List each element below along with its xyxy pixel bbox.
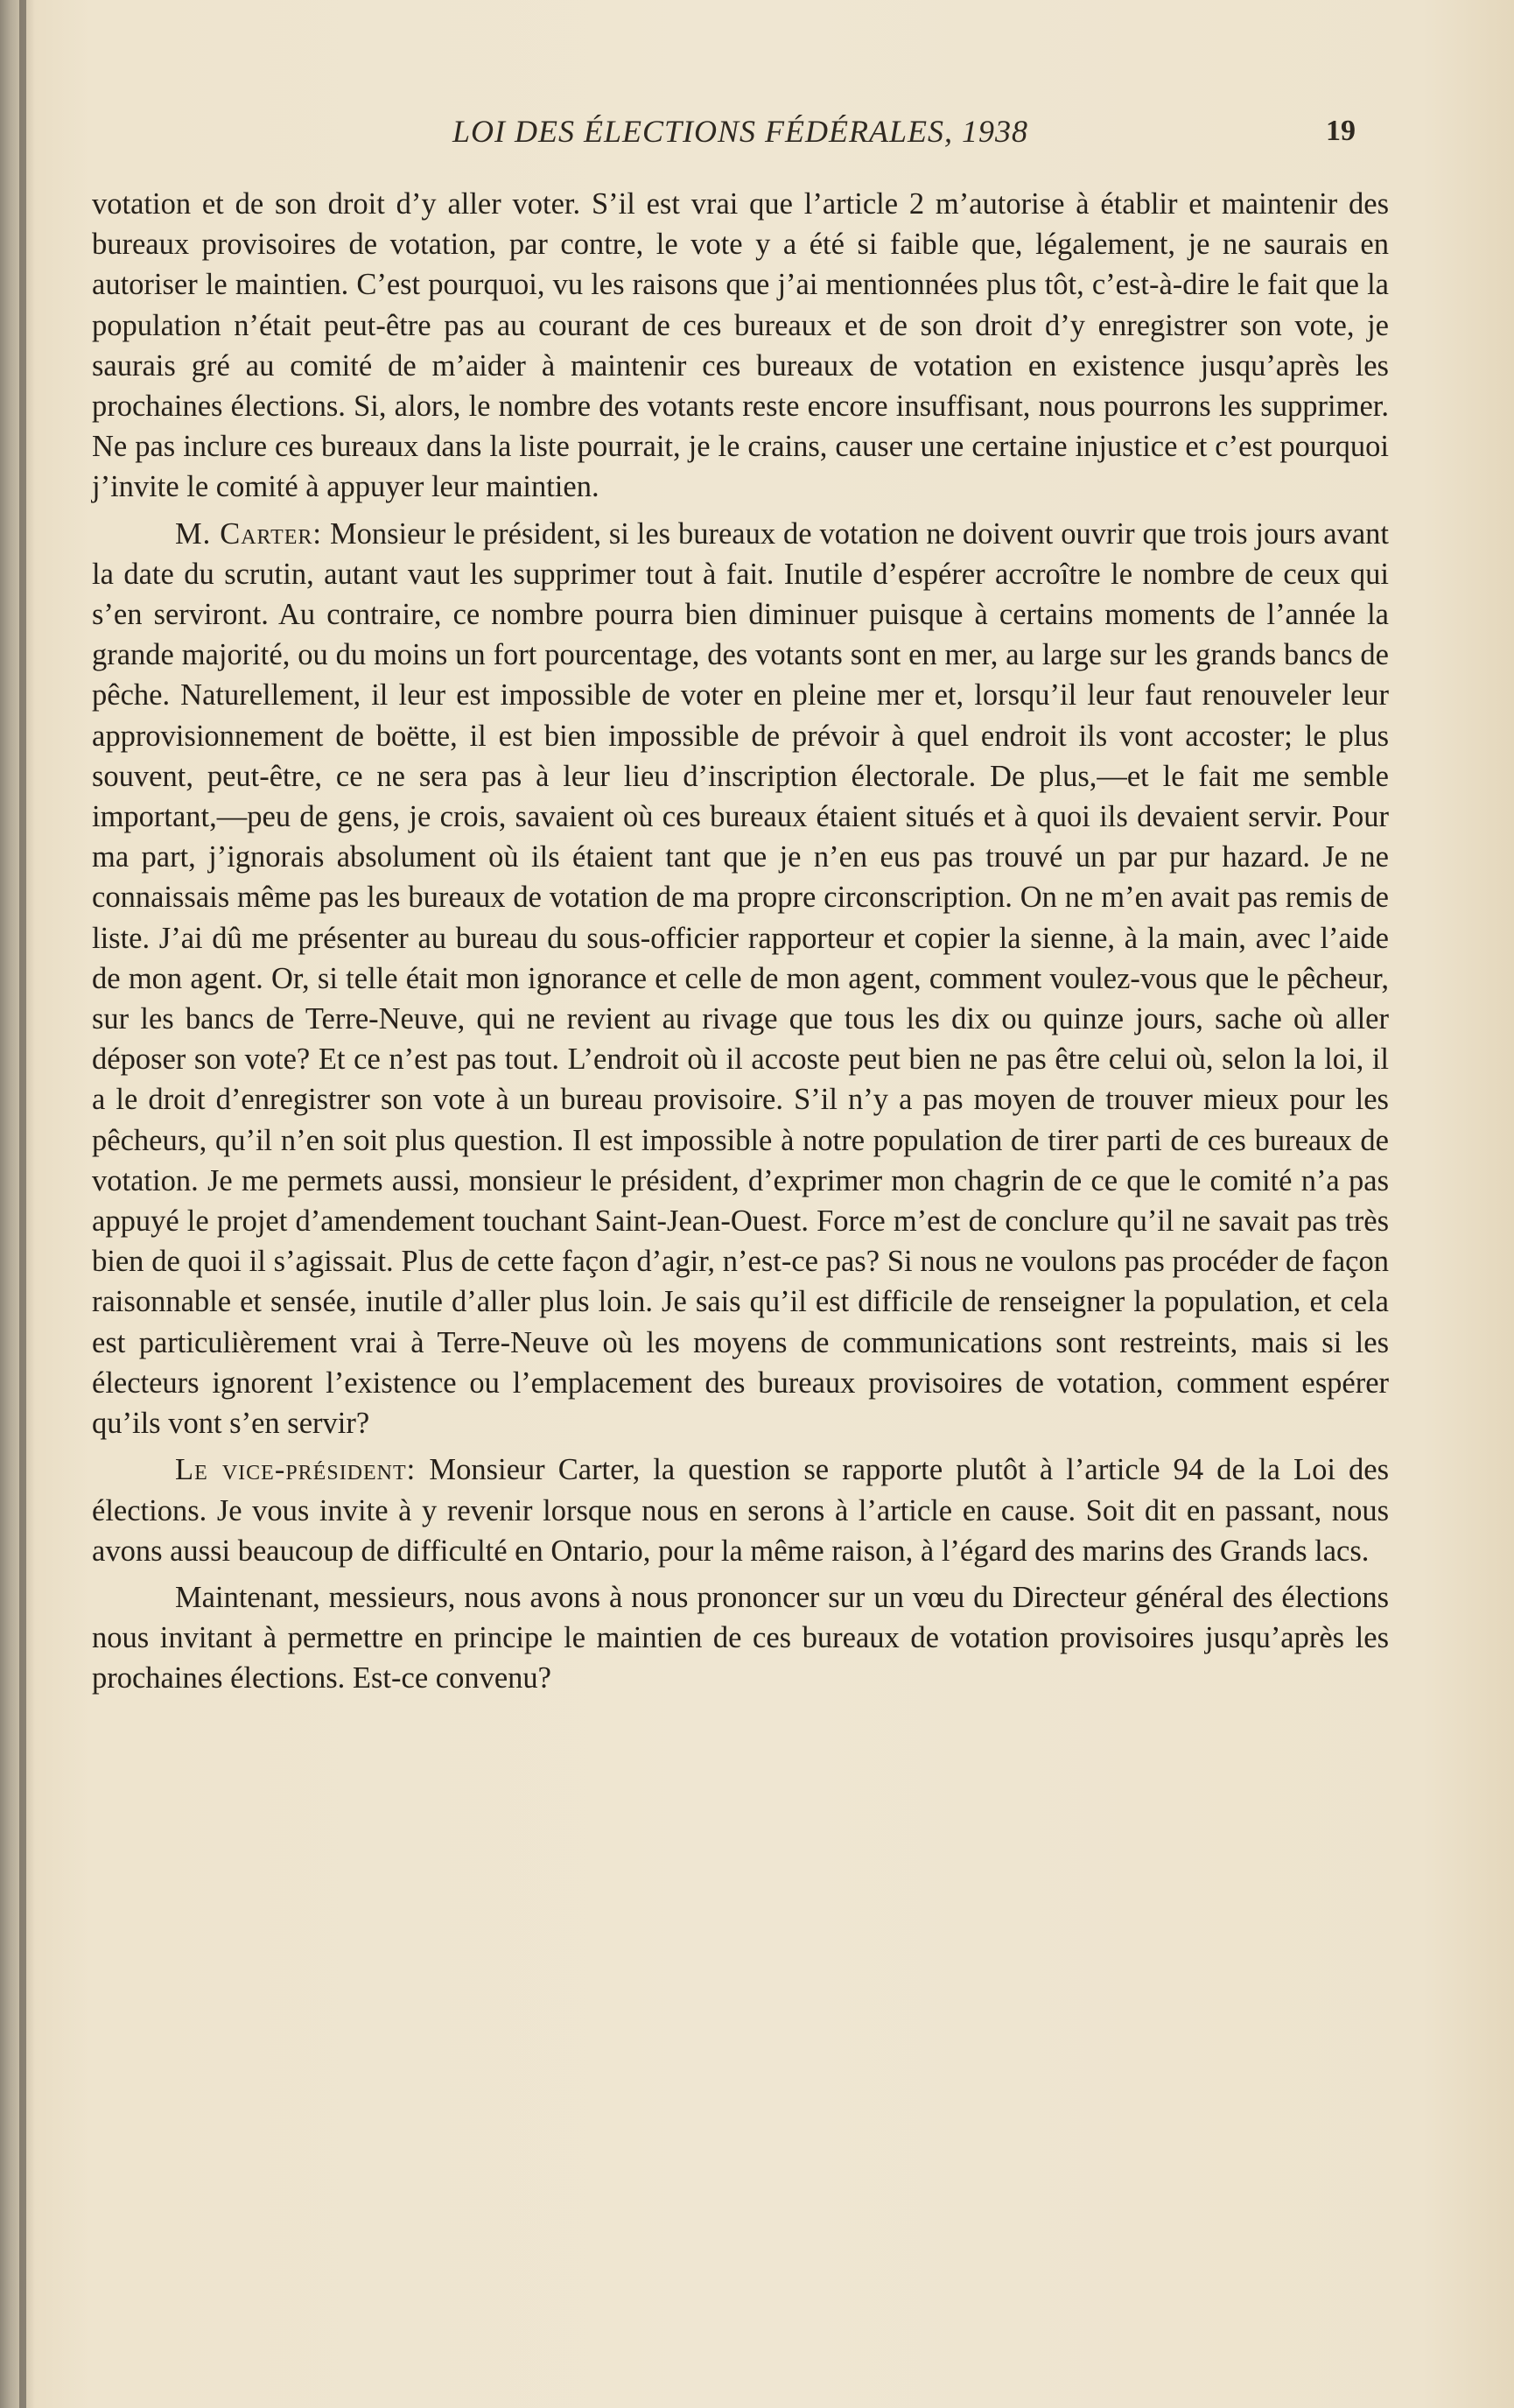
speaker-label: M. Carter:	[175, 516, 323, 551]
paragraph-text: Monsieur le président, si les bureaux de votation ne doivent ouvrir que trois jours avant la date du scrutin, autant vaut les supprimer tout à fait. Inutile d’espérer accroître le nombre de ceux qui s’en serviront. Au contraire, ce nombre pourra bien diminuer puisque à certains moments de l’année la grande majorité, ou du moins un fort pourcentage, des votants sont en mer, au large sur les grands bancs de pêche. Naturellement, il leur est impossible de voter en pleine mer et, lorsqu’il leur faut renouveler leur approvisionnement de boëtte, il est bien impossible de prévoir à quel endroit ils vont accoster; le plus souvent, peut-être, ce ne sera pas à leur lieu d’inscription électorale. De plus,—et le fait me semble important,—peu de gens, je crois, savaient où ces bureaux étaient situés et à quoi ils devaient servir. Pour ma part, j’ignorais absolument où ils étaient tant que je n’en eus pas trouvé un par pur hazard. Je ne connaissais même pas les bureaux de votation de ma propre circonscription. On ne m’en avait pas remis de liste. J’ai dû me présenter au bureau du sous-officier rapporteur et copier la sienne, à la main, avec l’aide de mon agent. Or, si telle était mon ignorance et celle de mon agent, comment voulez-vous que le pêcheur, sur les bancs de Terre-Neuve, qui ne revient au rivage que tous les dix ou quinze jours, sache où aller déposer son vote? Et ce n’est pas tout. L’endroit où il accoste peut bien ne pas être celui où, selon la loi, il a le droit d’enregistrer son vote à un bureau provisoire. S’il n’y a pas moyen de trouver mieux pour les pêcheurs, qu’il n’en soit plus question. Il est impossible à notre population de tirer parti de ces bureaux de votation. Je me permets aussi, monsieur le président, d’exprimer mon chagrin de ce que le comité n’a pas appuyé le projet d’amendement touchant Saint-Jean-Ouest. Force m’est de conclure qu’il ne savait pas très bien de quoi il s’agissait. Plus de cette façon d’agir, n’est-ce pas? Si nous ne voulons pas procéder de façon raisonnable et sensée, inutile d’aller plus loin. Je sais qu’il est difficile de renseigner la population, et cela est particulièrement vrai à Terre-Neuve où les moyens de communications sont restreints, mais si les électeurs ignorent l’existence ou l’emplacement des bureaux provisoires de votation, comment espérer qu’ils vont s’en servir?	[92, 516, 1390, 1441]
paragraph-closing	[92, 1577, 1389, 1699]
paragraph-vice-president	[92, 1450, 1389, 1571]
paragraph-text: Maintenant, messieurs, nous avons à nous prononcer sur un vœu du Directeur général des élections nous invitant à permettre en principe le maintien de ces bureaux de votation provisoires jusqu’après les prochaines élections. Est-ce convenu?	[92, 1580, 1389, 1695]
page-body	[92, 184, 1389, 1705]
paragraph-carter	[92, 514, 1389, 1444]
binding-edge-line	[19, 0, 26, 2408]
paragraph-continuation	[92, 184, 1389, 508]
running-header	[92, 105, 1389, 158]
speaker-label: Le vice-président:	[175, 1453, 417, 1487]
running-title: LOI DES ÉLECTIONS FÉDÉRALES, 1938	[452, 114, 1028, 149]
paragraph-text: Monsieur Carter, la question se rapporte plutôt à l’article 94 de la Loi des élections. Je vous invite à y revenir lorsque nous en serons à l’article en cause. Soit dit en passant, nous avons aussi beaucoup de difficulté en Ontario, pour la même raison, à l’égard des marins des Grands lacs.	[92, 1453, 1390, 1568]
page-number: 19	[1326, 115, 1356, 147]
binding-shadow	[0, 0, 35, 2408]
paragraph-text: votation et de son droit d’y aller voter. S’il est vrai que l’article 2 m’autorise à établir et maintenir des bureaux provisoires de votation, par contre, le vote y a été si faible que, légalement, je ne saurais en autoriser le maintien. C’est pourquoi, vu les raisons que j’ai mentionnées plus tôt, c’est-à-dire le fait que la population n’était peut-être pas au courant de ces bureaux et de son droit d’y enregistrer son vote, je saurais gré au comité de m’aider à maintenir ces bureaux de votation en existence jusqu’après les prochaines élections. Si, alors, le nombre des votants reste encore insuffisant, nous pourrons les supprimer. Ne pas inclure ces bureaux dans la liste pourrait, je le crains, causer une certaine injustice et c’est pourquoi j’invite le comité à appuyer leur maintien.	[92, 187, 1389, 504]
